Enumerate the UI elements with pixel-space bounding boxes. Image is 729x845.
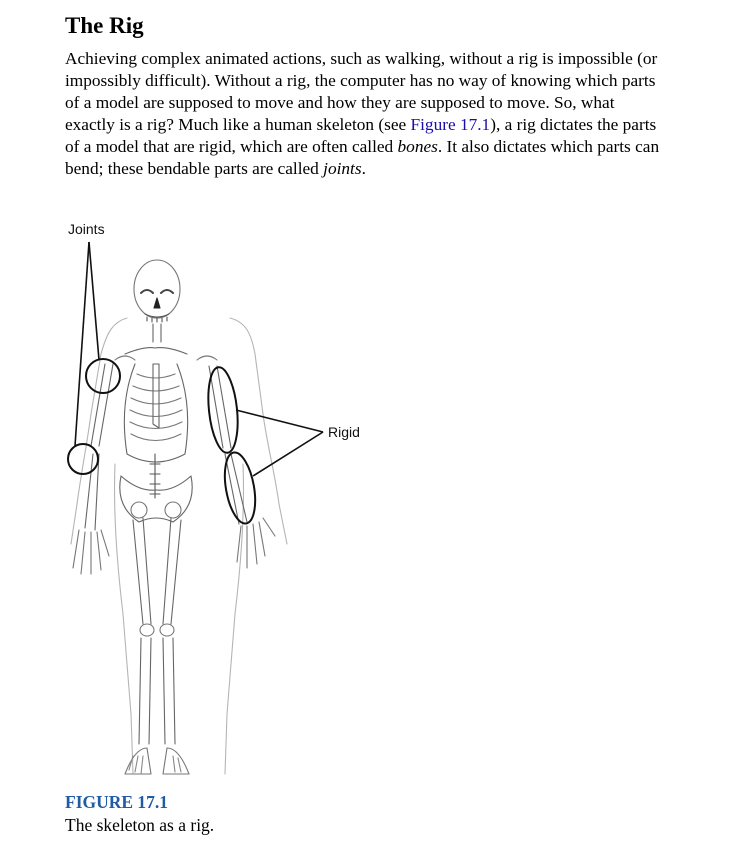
joint-circle-elbow xyxy=(68,444,98,474)
body-paragraph xyxy=(65,48,665,180)
term-bones: bones xyxy=(397,137,438,156)
section-title: The Rig xyxy=(65,13,144,38)
skeleton-illustration xyxy=(55,214,385,794)
term-joints: joints xyxy=(323,159,362,178)
rigid-label: Rigid xyxy=(328,424,360,440)
figure-caption: The skeleton as a rig. xyxy=(65,815,215,835)
figure-number: FIGURE 17.1 xyxy=(65,792,169,812)
paragraph-text-3: . It also dictates which parts can bend; these bendable parts are called xyxy=(65,137,660,178)
paragraph-text-1: Achieving complex animated actions, such as walking, without a rig is impossible (or impossibly difficult). Without a rig, the computer has no way of knowing which parts of a model are supposed to move and how they are supposed to move. So, what exactly is a rig? Much like a human skeleton (see xyxy=(65,49,658,134)
figure-link[interactable]: Figure 17.1 xyxy=(410,115,491,134)
paragraph-text-2: ), a rig dictates the parts of a model that are rigid, which are often called xyxy=(65,115,657,156)
paragraph-text-4: . xyxy=(361,159,366,178)
skeleton-figure xyxy=(55,214,385,794)
joints-label: Joints xyxy=(68,221,105,237)
